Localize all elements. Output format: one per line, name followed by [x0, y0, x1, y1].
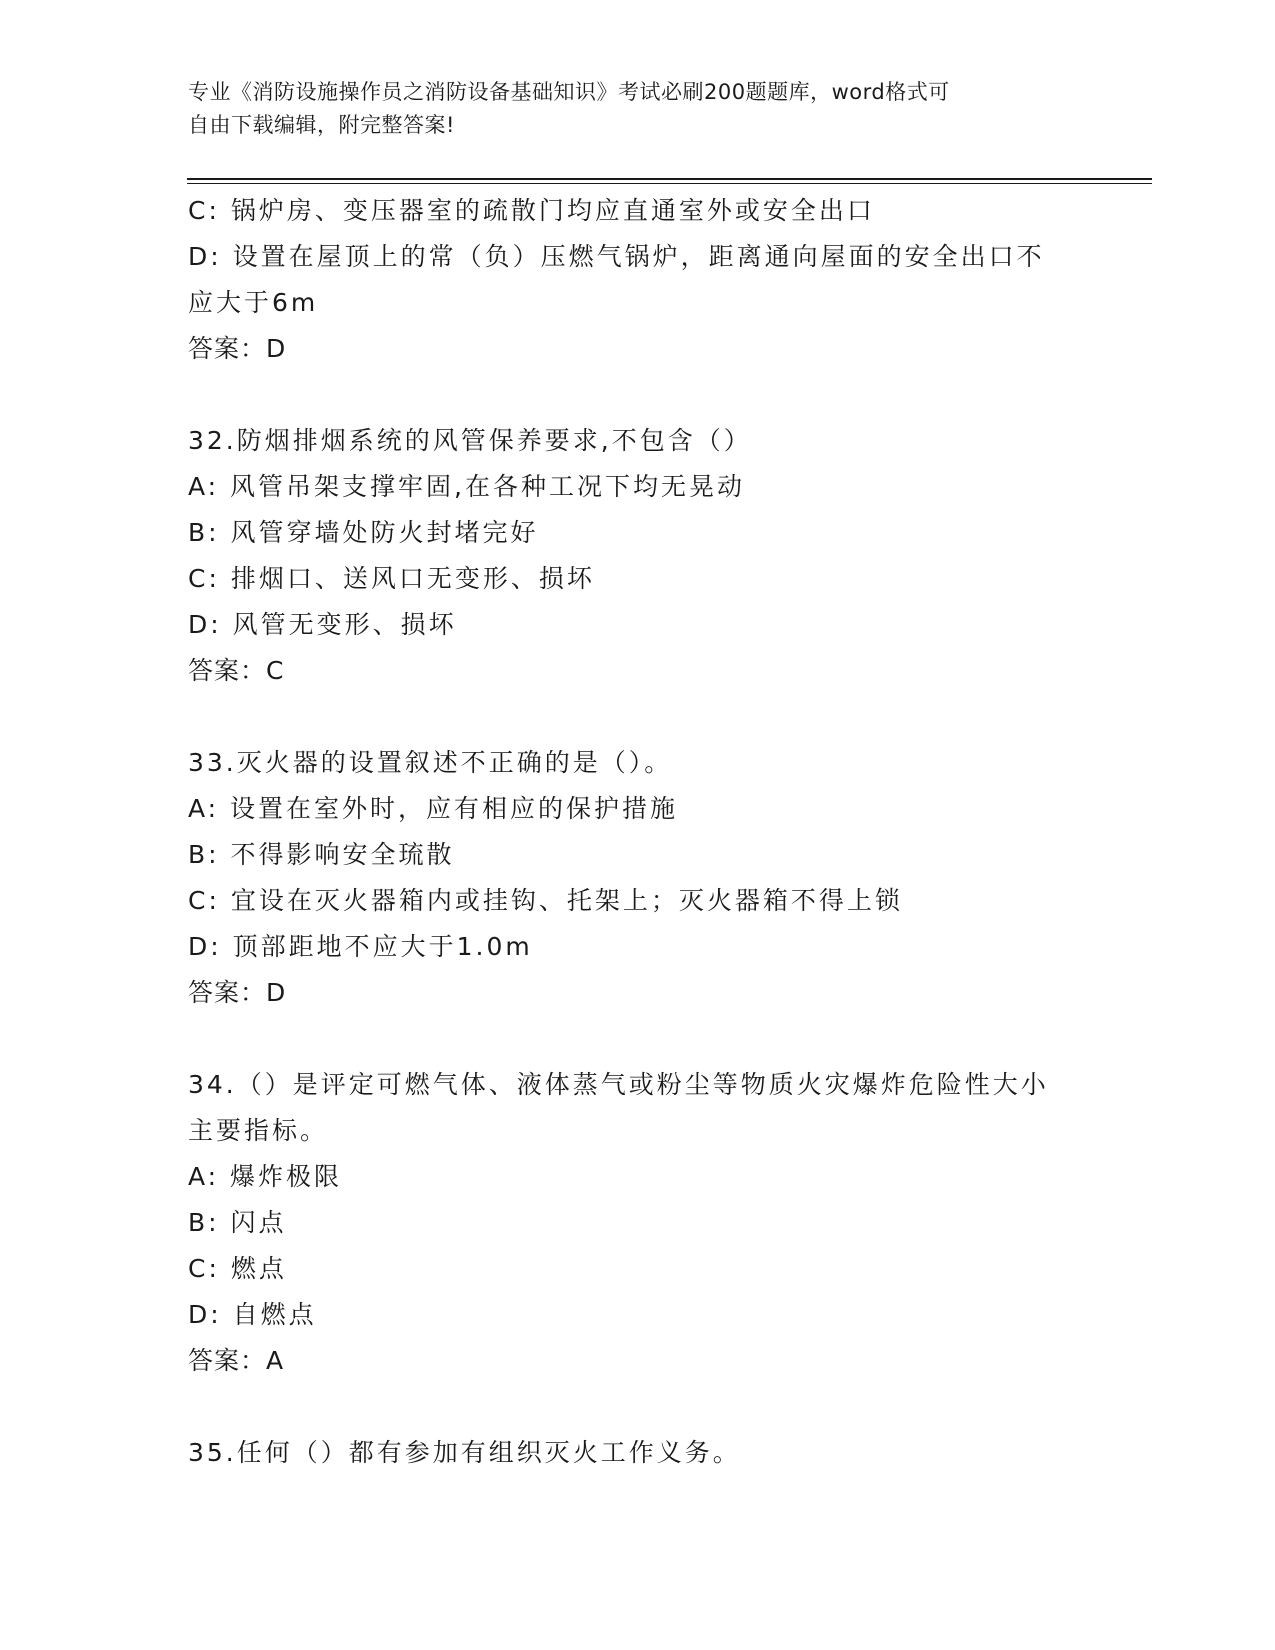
option-d: D: 顶部距地不应大于1.0m — [188, 932, 533, 961]
option-c: C: 宜设在灭火器箱内或挂钩、托架上；灭火器箱不得上锁 — [188, 886, 903, 915]
option-a: A: 设置在室外时，应有相应的保护措施 — [188, 794, 679, 823]
answer: 答案：A — [188, 1346, 285, 1375]
question-34 — [188, 1062, 1088, 1384]
option-d: D: 自燃点 — [188, 1300, 317, 1329]
document-header — [188, 76, 1068, 142]
answer: 答案：D — [188, 334, 287, 363]
spacer — [188, 694, 1088, 740]
header-line-2: 自由下载编辑，附完整答案! — [188, 113, 455, 137]
option-a: A: 爆炸极限 — [188, 1162, 343, 1191]
question-35 — [188, 1430, 1088, 1476]
option-b: B: 闪点 — [188, 1208, 287, 1237]
question-text: 34.（）是评定可燃气体、液体蒸气或粉尘等物质火灾爆炸危险性大小 — [188, 1070, 1049, 1099]
option-a: A: 风管吊架支撑牢固,在各种工况下均无晃动 — [188, 472, 745, 501]
question-text: 32.防烟排烟系统的风管保养要求,不包含（） — [188, 426, 752, 455]
option-c: C: 锅炉房、变压器室的疏散门均应直通室外或安全出口 — [188, 196, 875, 225]
option-c: C: 排烟口、送风口无变形、损坏 — [188, 564, 595, 593]
question-32 — [188, 418, 1088, 694]
option-d-continued: 应大于6m — [188, 288, 319, 317]
option-d: D: 风管无变形、损坏 — [188, 610, 457, 639]
spacer — [188, 1384, 1088, 1430]
header-divider-thin — [187, 183, 1152, 184]
question-33 — [188, 740, 1088, 1016]
question-text: 35.任何（）都有参加有组织灭火工作义务。 — [188, 1438, 741, 1467]
spacer — [188, 1016, 1088, 1062]
option-b: B: 不得影响安全琉散 — [188, 840, 455, 869]
header-divider-thick — [187, 178, 1152, 180]
answer: 答案：D — [188, 978, 287, 1007]
spacer — [188, 372, 1088, 418]
answer: 答案：C — [188, 656, 285, 685]
question-text-continued: 主要指标。 — [188, 1116, 329, 1145]
option-d: D: 设置在屋顶上的常（负）压燃气锅炉，距离通向屋面的安全出口不 — [188, 242, 1045, 271]
option-b: B: 风管穿墙处防火封堵完好 — [188, 518, 539, 547]
option-c: C: 燃点 — [188, 1254, 287, 1283]
header-line-1: 专业《消防设施操作员之消防设备基础知识》考试必刷200题题库，word格式可 — [188, 80, 950, 104]
question-text: 33.灭火器的设置叙述不正确的是（）。 — [188, 748, 673, 777]
question-content — [188, 188, 1088, 1476]
question-31-tail — [188, 188, 1088, 372]
